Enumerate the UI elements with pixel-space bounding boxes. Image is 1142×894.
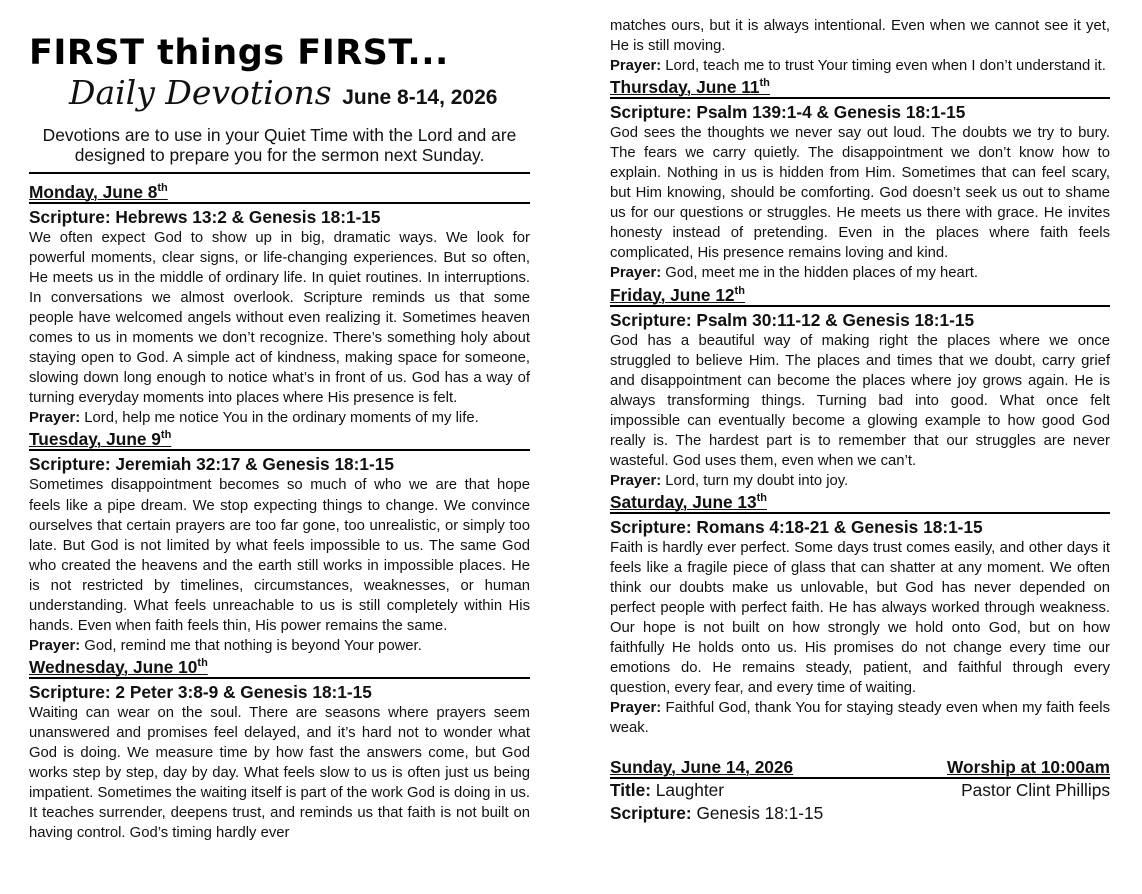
prayer-text: God, meet me in the hidden places of my heart. [665,265,979,282]
prayer-line [29,636,530,656]
day-heading [29,428,530,451]
subtitle [69,74,530,119]
devotion-text: Waiting can wear on the soul. There are seasons where prayers seem unanswered and promises feel delayed, and it’s hard not to wonder what God is doing. We measure time by how fast the answers come, but God works step by step, day by day. What feels slow to us is often just us being impatient. Sometimes the waiting itself is part of the work God is doing in us. It teaches surrender, deepens trust, and reminds us that faith is not built on having control. God’s timing hardly ever [29,704,530,842]
sermon-title-row [610,779,1110,802]
prayer-text: God, remind me that nothing is beyond Your power. [84,637,422,654]
left-column [29,0,530,843]
bulletin-title: FIRST things FIRST... [29,33,449,73]
ordinal: th [197,656,208,669]
ordinal: th [734,284,745,297]
subtitle-dates: June 8-14, 2026 [342,86,498,109]
prayer-label: Prayer: [610,58,662,75]
right-column [610,16,1110,825]
monday-section [29,181,530,428]
prayer-text: Lord, teach me to trust Your timing even when I don’t understand it. [665,58,1106,75]
day-label: Monday, June 8 [29,182,158,202]
sermon-title: Laughter [655,780,725,801]
day-label: Friday, June 12 [610,284,735,305]
prayer-label: Prayer: [610,472,662,489]
prayer-line [29,408,530,428]
scripture-reference: Scripture: 2 Peter 3:8-9 & Genesis 18:1-15 [29,681,372,702]
thursday-section [610,76,1110,283]
ordinal: th [160,429,172,442]
prayer-label: Prayer: [29,637,81,654]
scripture-reference: Scripture: Romans 4:18-21 & Genesis 18:1-15 [610,516,983,537]
ordinal: th [759,77,770,90]
intro-text: Devotions are to use in your Quiet Time with the Lord and are designed to prepare you for the sermon next Sunday. [29,125,530,174]
day-heading [29,656,530,679]
scripture-reference: Scripture: Psalm 139:1-4 & Genesis 18:1-15 [610,102,966,123]
saturday-section [610,491,1110,738]
title-label: Title: [610,780,651,801]
prayer-line [610,471,1110,491]
devotion-text: God has a beautiful way of making right the places where we once struggled to believe Him. The places and times that we doubt, carry grief and disappointment can become the places where joy grows again. He is always transforming things. Turning bad into good. What once felt impossible can eventually become a glowing example to how good God really is. The hardest part is to remember that our struggles are never wasteful. God uses them, even when we can’t. [610,332,1110,469]
tuesday-section [29,428,530,655]
prayer-label: Prayer: [610,265,662,282]
sermon-scripture-row [610,802,1110,825]
scripture-reference: Scripture: Hebrews 13:2 & Genesis 18:1-15 [29,207,381,227]
devotion-text: Sometimes disappointment becomes so much of who we are that hope feels like a pipe dream. We stop expecting things to change. We convince ourselves that certain prayers are too far gone, too unrealistic, or simply too late. But God is not limited by what feels impossible to us. The same God who created the heavens and the earth still works in impossible places. He is not restricted by timelines, circumstances, weaknesses, or human understanding. What feels unreachable to us is still completely within His hands. Even when faith feels thin, His power remains the same. [29,477,530,634]
prayer-line [610,56,1110,76]
scripture-reference: Scripture: Psalm 30:11-12 & Genesis 18:1-15 [610,309,975,330]
scripture-reference: Scripture: Jeremiah 32:17 & Genesis 18:1-15 [29,454,395,475]
sunday-date: Sunday, June 14, 2026 [610,757,794,778]
prayer-line [610,263,1110,283]
day-label: Saturday, June 13 [610,491,757,512]
day-heading [610,284,1110,307]
scripture-label: Scripture: [610,803,692,824]
devotion-text-continued: matches ours, but it is always intentional. Even when we cannot see it yet, He is still moving. [610,18,1110,55]
sunday-heading [610,756,1110,779]
sunday-sermon-block [610,756,1110,825]
day-label: Tuesday, June 9 [29,429,161,450]
devotion-text: Faith is hardly ever perfect. Some days trust comes easily, and other days it feels like a fragile piece of glass that can shatter at any moment. We often think our doubts make us unlovable, but God has never depended on perfect people with perfect faith. He has always worked through weakness. Our hope is not built on how strongly we hold onto God, but on how faithfully He holds onto us. His promises do not change every time our emotions do. He remains steady, patient, and faithful through every question, every fear, and every time of waiting. [610,539,1110,697]
prayer-line [610,698,1110,738]
ordinal: th [157,182,168,194]
devotion-text: We often expect God to show up in big, dramatic ways. We look for powerful moments, clear signs, or life-changing experiences. But so often, He meets us in the middle of ordinary life. In quiet routines. In interruptions. In conversations we almost overlook. Scripture reminds us that some people have welcomed angels without even realizing it. Sometimes heaven comes to us in moments we don’t recognize. There’s something holy about staying open to God. A simple act of kindness, making space for someone, slowing down long enough to notice what’s in front of us. God has a way of turning everyday moments into places where His presence is felt. [29,230,530,407]
day-heading [610,491,1110,514]
prayer-label: Prayer: [29,410,81,427]
wednesday-section [29,656,530,843]
day-heading [29,181,530,204]
prayer-text: Lord, turn my doubt into joy. [665,472,849,489]
ordinal: th [756,491,768,504]
wednesday-continued [610,16,1110,76]
devotion-text: God sees the thoughts we never say out loud. The doubts we try to bury. The fears we carry quietly. The disappointment we don’t know how to explain. Nothing in us is hidden from Him. Sometimes that can feel scary, but Him knowing, should be comforting. God doesn’t seek us out to shame us for our questions or struggles. He meets us there with grace. He invites honesty instead of pretending. Even in the places where faith feels complicated, His presence remains loving and kind. [610,125,1110,262]
day-label: Thursday, June 11 [610,77,760,98]
masthead [29,34,530,174]
day-label: Wednesday, June 10 [29,656,198,677]
pastor-name: Pastor Clint Phillips [961,780,1110,801]
prayer-text: Lord, help me notice You in the ordinary moments of my life. [84,410,479,427]
sermon-scripture: Genesis 18:1-15 [696,803,824,824]
prayer-text: Faithful God, thank You for staying steady even when my faith feels weak. [610,700,1110,737]
prayer-label: Prayer: [610,700,662,717]
day-heading [610,76,1110,99]
friday-section [610,284,1110,491]
subtitle-script: Daily Devotions [69,73,332,112]
worship-time: Worship at 10:00am [947,757,1110,778]
